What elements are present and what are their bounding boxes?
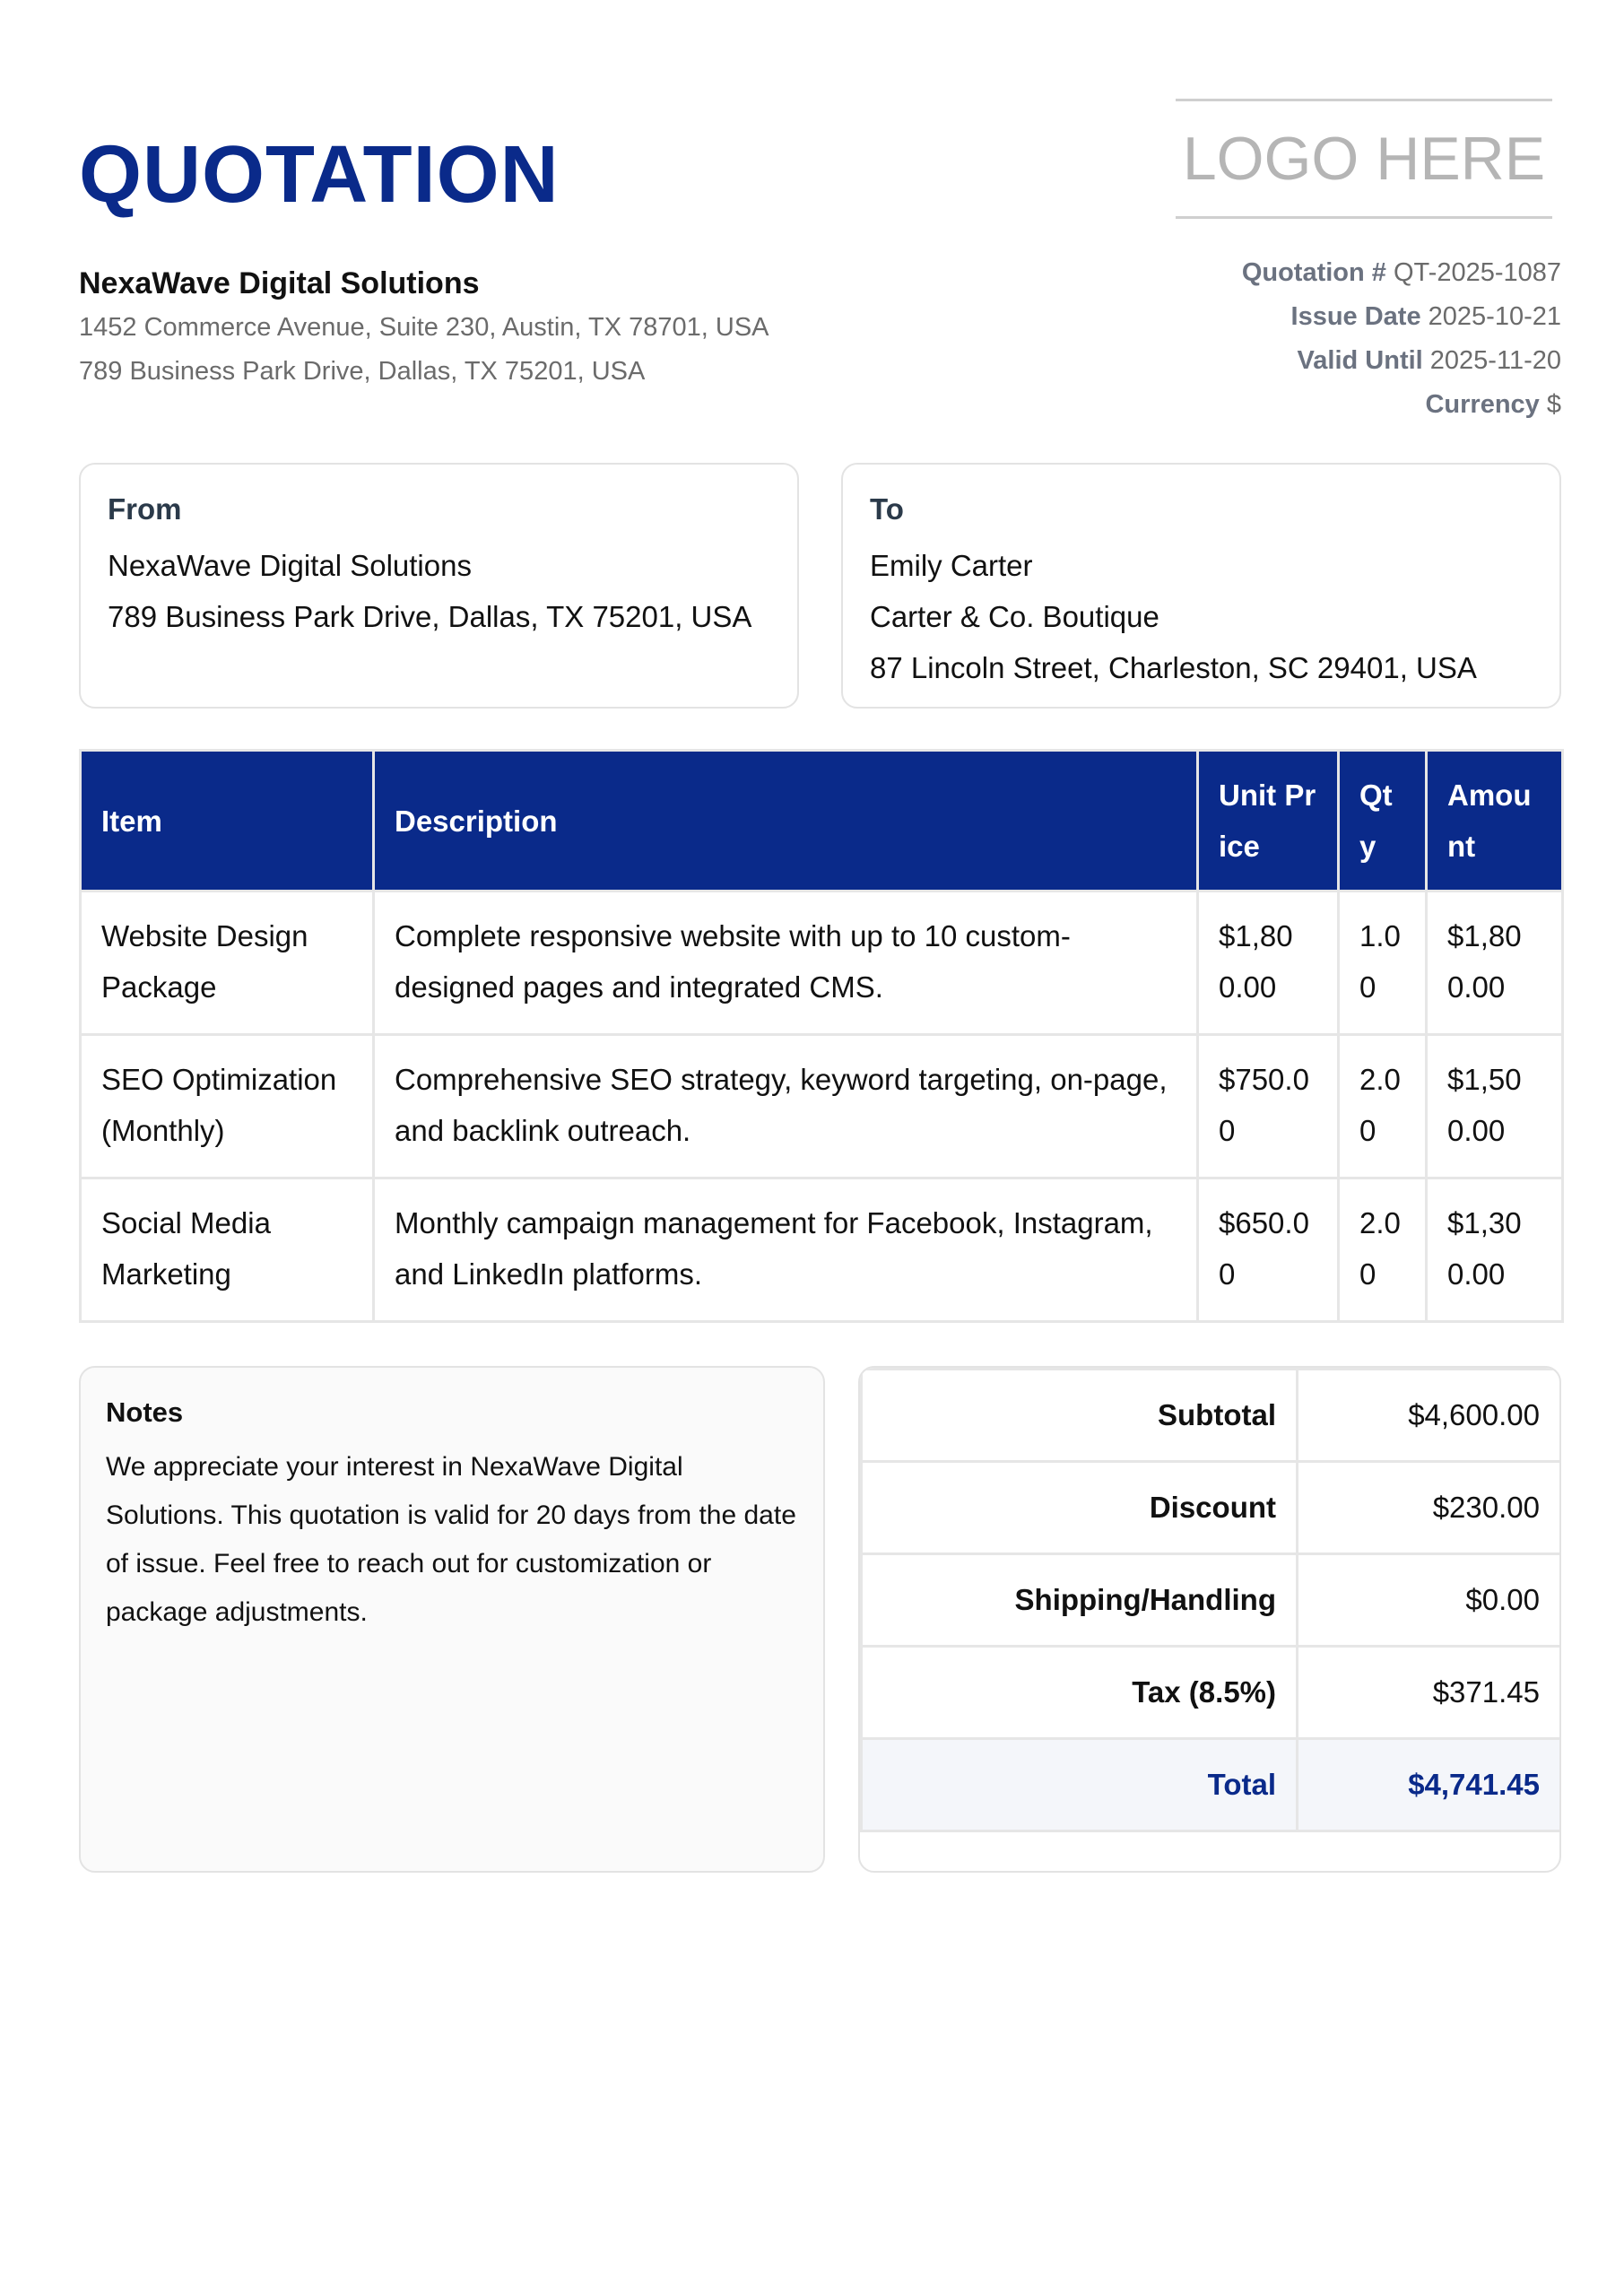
meta-issue-value: 2025-10-21	[1428, 302, 1561, 331]
header-qty: Qty	[1339, 751, 1427, 891]
company-address-line-1: 1452 Commerce Avenue, Suite 230, Austin, TX 78701, USA	[79, 313, 769, 342]
row-qty: 1.00	[1339, 891, 1427, 1035]
notes-box	[79, 1366, 825, 1873]
from-title: From	[108, 492, 182, 526]
discount-label: Discount	[862, 1462, 1298, 1554]
totals-row-shipping	[862, 1554, 1561, 1647]
row-qty: 2.00	[1339, 1178, 1427, 1322]
totals-table	[860, 1368, 1561, 1832]
row-unit-price: $650.00	[1198, 1178, 1339, 1322]
table-row	[81, 1178, 1563, 1322]
header-item: Item	[81, 751, 374, 891]
totals-box	[858, 1366, 1561, 1873]
meta-valid-label: Valid Until	[1297, 346, 1423, 375]
meta-currency	[1242, 383, 1561, 427]
document-title: QUOTATION	[79, 130, 560, 220]
row-unit-price: $750.00	[1198, 1035, 1339, 1178]
meta-quotation-label: Quotation #	[1241, 258, 1386, 287]
total-label: Total	[862, 1739, 1298, 1831]
row-item: SEO Optimization (Monthly)	[81, 1035, 374, 1178]
discount-value: $230.00	[1298, 1462, 1561, 1554]
totals-row-total	[862, 1739, 1561, 1831]
table-row	[81, 891, 1563, 1035]
to-title: To	[870, 492, 904, 526]
tax-value: $371.45	[1298, 1647, 1561, 1739]
notes-text: We appreciate your interest in NexaWave Digital Solutions. This quotation is valid for 20 days from the date of issue. Feel free to reach out for customization or package adjustments.	[106, 1452, 796, 1627]
to-card	[841, 463, 1561, 709]
meta-currency-value: $	[1546, 390, 1561, 419]
row-amount: $1,500.00	[1427, 1035, 1563, 1178]
row-item: Website Design Package	[81, 891, 374, 1035]
table-row	[81, 1035, 1563, 1178]
meta-currency-label: Currency	[1425, 390, 1540, 419]
subtotal-label: Subtotal	[862, 1370, 1298, 1462]
row-description: Monthly campaign management for Facebook, Instagram, and LinkedIn platforms.	[374, 1178, 1198, 1322]
row-qty: 2.00	[1339, 1035, 1427, 1178]
row-item: Social Media Marketing	[81, 1178, 374, 1322]
header-description: Description	[374, 751, 1198, 891]
meta-issue-date	[1242, 295, 1561, 339]
meta-valid-until	[1242, 339, 1561, 383]
items-table	[79, 749, 1564, 1323]
header-amount: Amount	[1427, 751, 1563, 891]
to-line-3: 87 Lincoln Street, Charleston, SC 29401, USA	[870, 651, 1477, 684]
totals-row-discount	[862, 1462, 1561, 1554]
from-line-1: NexaWave Digital Solutions	[108, 549, 472, 582]
subtotal-value: $4,600.00	[1298, 1370, 1561, 1462]
to-line-1: Emily Carter	[870, 549, 1033, 582]
row-description: Complete responsive website with up to 10 custom-designed pages and integrated CMS.	[374, 891, 1198, 1035]
tax-label: Tax (8.5%)	[862, 1647, 1298, 1739]
row-amount: $1,800.00	[1427, 891, 1563, 1035]
meta-quotation-value: QT-2025-1087	[1393, 258, 1561, 287]
company-address-line-2: 789 Business Park Drive, Dallas, TX 75201, USA	[79, 357, 646, 386]
quotation-meta	[1242, 251, 1561, 427]
header-unit-price: Unit Price	[1198, 751, 1339, 891]
notes-title: Notes	[106, 1396, 184, 1428]
items-header-row	[81, 751, 1563, 891]
from-line-2: 789 Business Park Drive, Dallas, TX 75201, USA	[108, 600, 752, 633]
meta-valid-value: 2025-11-20	[1429, 346, 1561, 375]
meta-issue-label: Issue Date	[1290, 302, 1421, 331]
to-line-2: Carter & Co. Boutique	[870, 600, 1159, 633]
logo-placeholder: LOGO HERE	[1176, 99, 1552, 219]
row-unit-price: $1,800.00	[1198, 891, 1339, 1035]
row-amount: $1,300.00	[1427, 1178, 1563, 1322]
totals-row-subtotal	[862, 1370, 1561, 1462]
shipping-value: $0.00	[1298, 1554, 1561, 1647]
totals-row-tax	[862, 1647, 1561, 1739]
total-value: $4,741.45	[1298, 1739, 1561, 1831]
shipping-label: Shipping/Handling	[862, 1554, 1298, 1647]
from-card	[79, 463, 799, 709]
company-name: NexaWave Digital Solutions	[79, 266, 480, 300]
row-description: Comprehensive SEO strategy, keyword targeting, on-page, and backlink outreach.	[374, 1035, 1198, 1178]
meta-quotation-number	[1242, 251, 1561, 295]
